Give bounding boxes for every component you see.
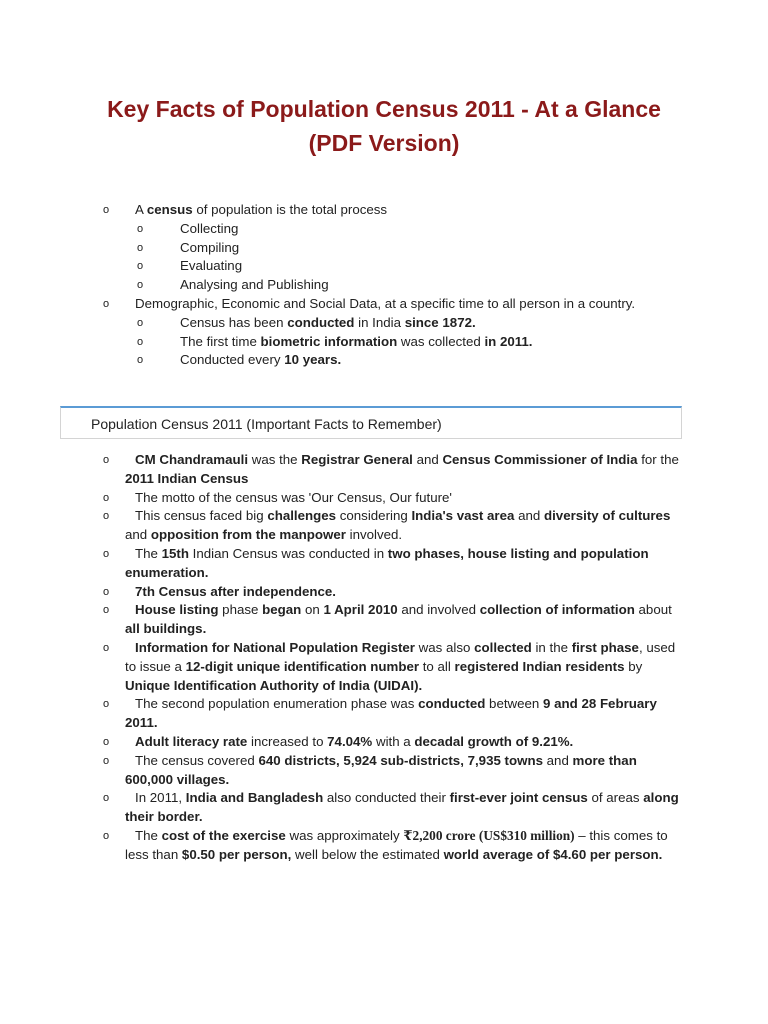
sub-list-item [137, 333, 695, 352]
fact-item [103, 695, 685, 733]
sub-list-item [137, 220, 695, 239]
sub-list-item [137, 351, 695, 370]
bullet-icon: o [103, 297, 110, 310]
sub-list-item-text: Conducted every 10 years. [180, 352, 342, 368]
fact-text: The second population enumeration phase was conducted between 9 and 28 February 2011. [125, 696, 657, 731]
sub-list-item [137, 257, 695, 276]
fact-text: The 15th Indian Census was conducted in two phases, house listing and population enumeration. [125, 545, 649, 580]
list-item-text: Demographic, Economic and Social Data, at a specific time to all person in a country. [135, 295, 636, 311]
bullet-icon: o [103, 792, 110, 805]
fact-item [103, 451, 685, 489]
fact-item [103, 789, 685, 827]
sub-list-item-text: Census has been conducted in India since 1872. [180, 314, 476, 330]
bullet-icon: o [137, 335, 144, 348]
bullet-icon: o [103, 698, 110, 711]
fact-item [103, 601, 685, 639]
fact-item [103, 639, 685, 695]
sub-list-item-text: Compiling [180, 239, 240, 255]
bullet-icon: o [137, 354, 144, 367]
fact-text: In 2011, India and Bangladesh also conducted their first-ever joint census of areas along their border. [125, 790, 679, 825]
sub-list-item-text: Evaluating [180, 258, 243, 274]
fact-item [103, 752, 685, 790]
bullet-icon: o [103, 641, 110, 654]
bullet-icon: o [103, 735, 110, 748]
fact-text: This census faced big challenges considering India's vast area and diversity of cultures and opposition from the manpower involved. [125, 508, 671, 543]
fact-text: 7th Census after independence. [135, 583, 336, 599]
fact-text: The motto of the census was 'Our Census, Our future' [135, 489, 452, 505]
sub-list-item-text: Analysing and Publishing [180, 277, 329, 293]
fact-text: Adult literacy rate increased to 74.04% with a decadal growth of 9.21%. [135, 733, 574, 749]
sub-list [135, 220, 695, 295]
bullet-icon: o [103, 829, 110, 842]
bullet-icon: o [103, 585, 110, 598]
fact-text: The cost of the exercise was approximately ₹2,200 crore (US$310 million) – this comes to less than $0.50 per person, well below the estimated world average of $4.60 per person. [125, 827, 668, 862]
bullet-icon: o [103, 754, 110, 767]
bullet-icon: o [103, 491, 110, 504]
sub-list-item-text: The first time biometric information was collected in 2011. [180, 333, 533, 349]
fact-item [103, 507, 685, 545]
section-heading-box [60, 406, 682, 439]
page-title [0, 92, 768, 160]
important-facts-list [103, 451, 685, 865]
bullet-icon: o [137, 260, 144, 273]
fact-item [103, 489, 685, 508]
fact-text: House listing phase began on 1 April 2010 and involved collection of information about all buildings. [125, 602, 672, 637]
bullet-icon: o [103, 510, 110, 523]
list-item [103, 295, 695, 370]
sub-list-item [137, 239, 695, 258]
sub-list [135, 314, 695, 370]
census-process-list [103, 201, 695, 370]
sub-list-item-text: Collecting [180, 220, 239, 236]
title-line-2: (PDF Version) [308, 130, 460, 156]
list-item-text: A census of population is the total process [135, 202, 388, 217]
bullet-icon: o [137, 279, 144, 292]
title-line-1: Key Facts of Population Census 2011 - At a Glance [107, 96, 661, 122]
bullet-icon: o [103, 204, 110, 216]
bullet-icon: o [137, 316, 144, 329]
sub-list-item [137, 314, 695, 333]
fact-text: Information for National Population Register was also collected in the first phase, used to issue a 12-digit unique identification number to all registered Indian residents by Unique Identification Authority of India (UIDAI). [125, 639, 676, 693]
fact-item [103, 827, 685, 865]
bullet-icon: o [103, 604, 110, 617]
bullet-icon: o [103, 454, 110, 466]
fact-text: The census covered 640 districts, 5,924 sub-districts, 7,935 towns and more than 600,000 villages. [125, 752, 637, 787]
bullet-icon: o [137, 241, 144, 254]
fact-text: CM Chandramauli was the Registrar General and Census Commissioner of India for the 2011 Indian Census [125, 452, 679, 486]
fact-item [103, 545, 685, 583]
sub-list-item [137, 276, 695, 295]
fact-item [103, 733, 685, 752]
bullet-icon: o [137, 222, 144, 235]
list-item [103, 201, 695, 295]
section-heading: Population Census 2011 (Important Facts to Remember) [91, 416, 442, 432]
bullet-icon: o [103, 547, 110, 560]
fact-item [103, 583, 685, 602]
